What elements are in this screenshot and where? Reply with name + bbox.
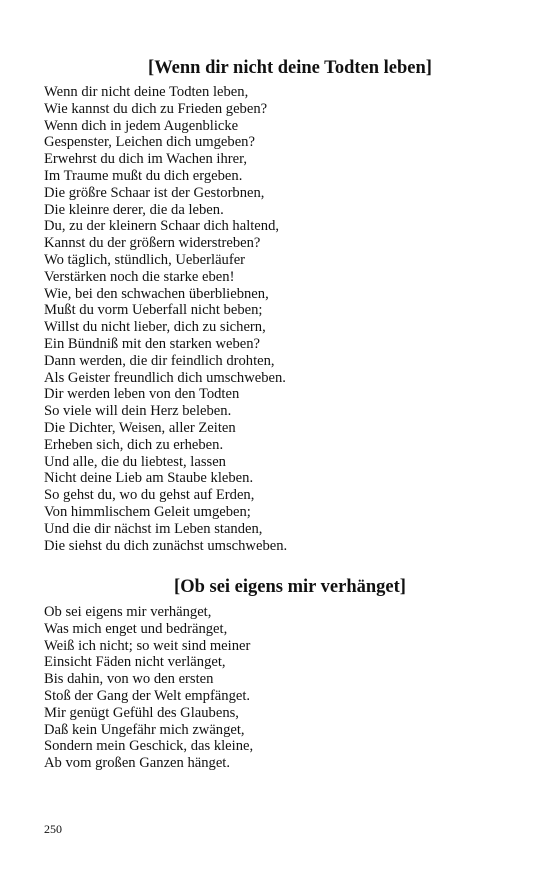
poem-title: [Ob sei eigens mir verhänget] [174,577,406,597]
poem-line: Mir genügt Gefühl des Glaubens, [44,704,239,721]
poem-line: Wenn dir nicht deine Todten leben, [44,84,249,100]
poem-line: Ab vom großen Ganzen hänget. [44,755,231,772]
poem-line: Mußt du vorm Ueberfall nicht beben; [44,302,263,319]
poem-line: Nicht deine Lieb am Staube kleben. [44,470,254,487]
poem-line: Und die dir nächst im Leben standen, [44,520,263,537]
poem-line: Bis dahin, von wo den ersten [44,671,214,688]
poem-body [44,604,524,772]
poem-line: Erheben sich, dich zu erheben. [44,436,224,453]
poem-line: Die größre Schaar ist der Gestorbnen, [44,184,265,201]
poem-line: Stoß der Gang der Welt empfänget. [44,687,251,704]
poem-line: Daß kein Ungefähr mich zwänget, [44,721,245,738]
poem-line: Erwehrst du dich im Wachen ihrer, [44,151,248,168]
poem-line: Dir werden leben von den Todten [44,386,240,403]
poem-line: Die kleinre derer, die da leben. [44,201,224,218]
poem-body [44,84,524,554]
poem-line: Wenn dich in jedem Augenblicke [44,117,239,134]
poem-line: Von himmlischem Geleit umgeben; [44,503,251,520]
poem-line: Ob sei eigens mir verhänget, [44,604,212,620]
page-number: 250 [44,822,62,836]
poem-line: Verstärken noch die starke eben! [44,268,235,285]
poem-line: So viele will dein Herz beleben. [44,403,232,420]
poem-line: Gespenster, Leichen dich umgeben? [44,134,255,151]
poem-line: Kannst du der größern widerstreben? [44,235,261,252]
poem-line: So gehst du, wo du gehst auf Erden, [44,487,255,504]
poem-line: Im Traume mußt du dich ergeben. [44,167,243,184]
poem-line: Ein Bündniß mit den starken weben? [44,335,261,352]
poem-line: Wie, bei den schwachen überbliebnen, [44,285,269,302]
poem-line: Wie kannst du dich zu Frieden geben? [44,100,268,117]
poem-line: Du, zu der kleinern Schaar dich haltend, [44,218,280,235]
poem-line: Was mich enget und bedränget, [44,620,228,637]
poem-line: Und alle, die du liebtest, lassen [44,453,226,470]
poem-line: Die Dichter, Weisen, aller Zeiten [44,419,236,436]
poem-line: Wo täglich, stündlich, Ueberläufer [44,251,246,268]
poem-line: Dann werden, die dir feindlich drohten, [44,352,275,369]
poem-line: Sondern mein Geschick, das kleine, [44,738,254,755]
poem-title: [Wenn dir nicht deine Todten leben] [148,58,432,78]
poem-line: Weiß ich nicht; so weit sind meiner [44,637,251,654]
poem-line: Die siehst du dich zunächst umschweben. [44,537,288,554]
poem-line: Einsicht Fäden nicht verlänget, [44,654,226,671]
poem-line: Als Geister freundlich dich umschweben. [44,369,286,386]
poem-line: Willst du nicht lieber, dich zu sichern, [44,319,266,336]
